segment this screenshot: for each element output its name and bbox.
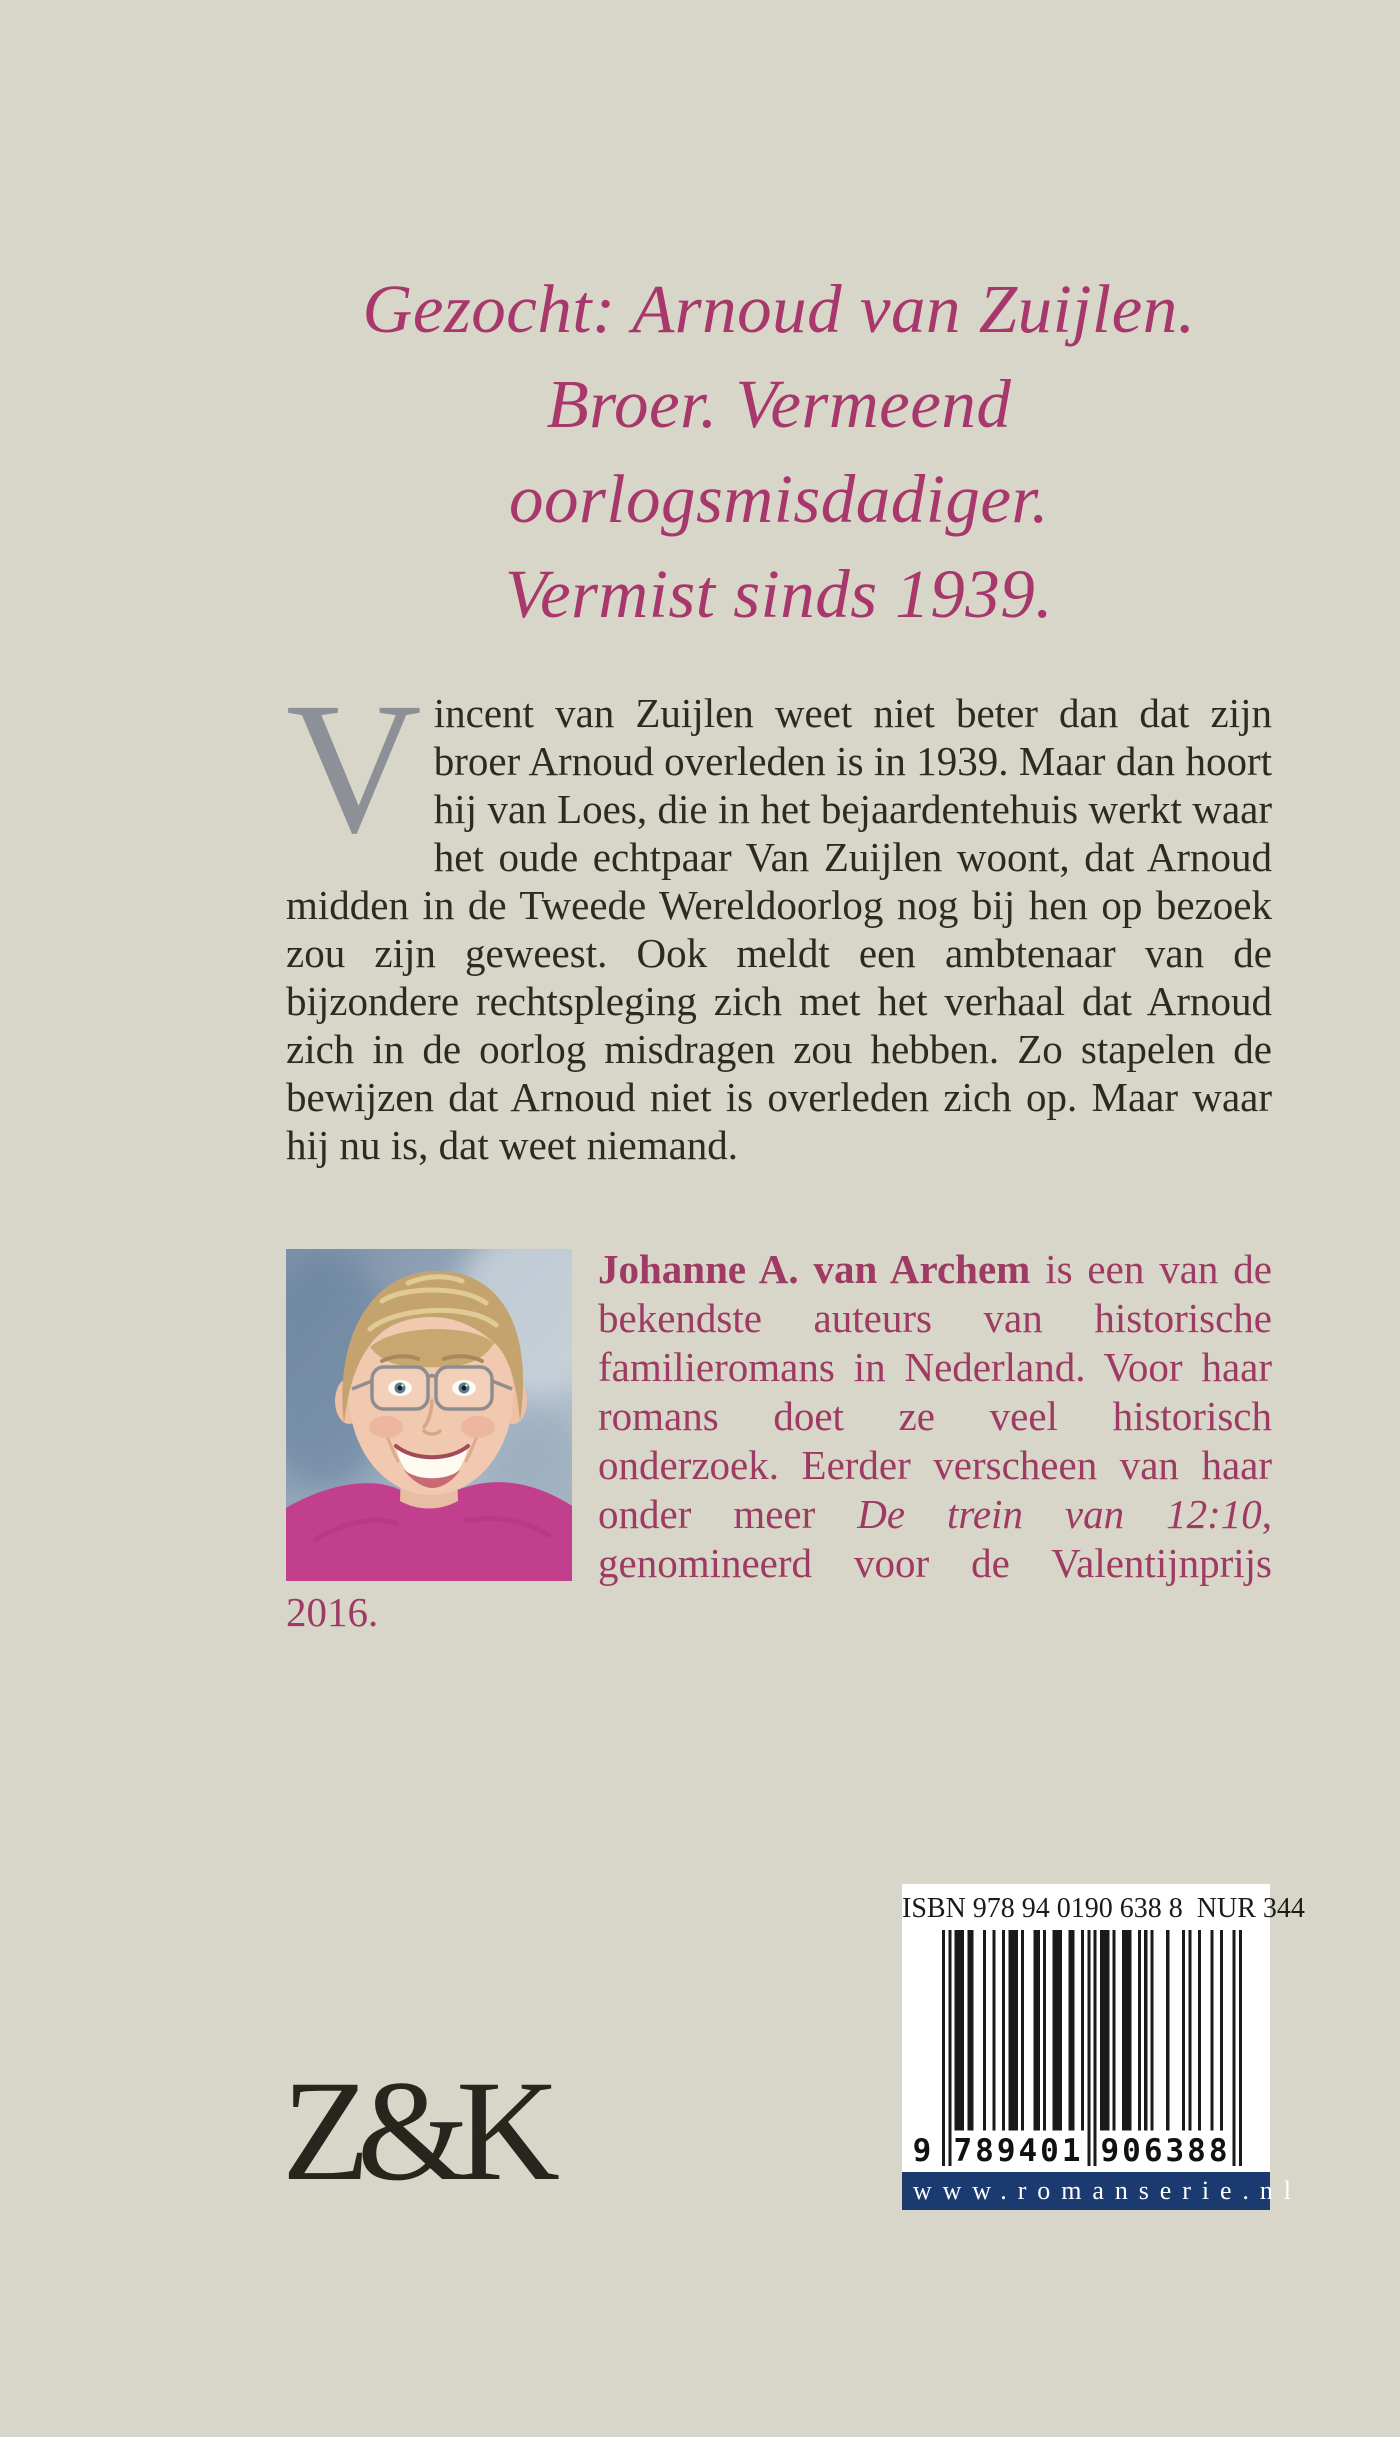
tagline — [286, 262, 1272, 642]
bio-text-2: , genomineerd voor de Valentijnprijs 2016. — [286, 1491, 1272, 1635]
barcode-white-box — [902, 1884, 1305, 2172]
ean-barcode — [912, 1930, 1242, 2169]
synopsis-paragraph — [286, 663, 1272, 1169]
barcode-digit-lead: 9 — [912, 2133, 932, 2169]
tagline-line-1: Gezocht: Arnoud van Zuijlen. — [362, 271, 1196, 347]
barcode-digit-group-2: 906388 — [1100, 2133, 1231, 2169]
book-title: De trein van 12:10 — [857, 1491, 1262, 1537]
tagline-line-3: Vermist sinds 1939. — [504, 556, 1054, 632]
bio-text-1: is een van de bekendste auteurs van historische familieromans in Nederland. Voor haar romans doet ze veel historisch onderzoek. Eerder verscheen van haar onder meer — [598, 1246, 1272, 1537]
website-url: www.romanserie.nl — [912, 2176, 1302, 2205]
barcode-panel — [902, 1884, 1305, 2210]
barcode-digits — [912, 2132, 1242, 2170]
author-name: Johanne A. van Archem — [598, 1246, 1031, 1292]
isbn-label: ISBN 978 94 0190 638 8 NUR 344 — [902, 1893, 1305, 1924]
author-section — [286, 1245, 1272, 1637]
barcode-digit-group-1: 789401 — [953, 2133, 1084, 2169]
publisher-logo: Z&K — [282, 2052, 548, 2211]
synopsis-text: incent van Zuijlen weet niet beter dan dat zijn broer Arnoud overleden is in 1939. Maar dan hoort hij van Loes, die in het bejaardentehuis werkt waar het oude echtpaar Van Zuijlen woont, dat Arnoud midden in de Tweede Wereldoorlog nog bij hen op bezoek zou zijn geweest. Ook meldt een ambtenaar van de bijzondere rechtspleging zich met het verhaal dat Arnoud zich in de oorlog misdragen zou hebben. Zo stapelen de bewijzen dat Arnoud niet is overleden zich op. Maar waar hij nu is, dat weet niemand. — [286, 690, 1272, 1168]
tagline-line-2: Broer. Vermeend oorlogsmisdadiger. — [509, 366, 1049, 537]
drop-cap: V — [286, 663, 422, 872]
barcode-bars — [942, 1930, 1242, 2166]
author-photo — [286, 1249, 572, 1581]
website-bar — [902, 2172, 1302, 2210]
